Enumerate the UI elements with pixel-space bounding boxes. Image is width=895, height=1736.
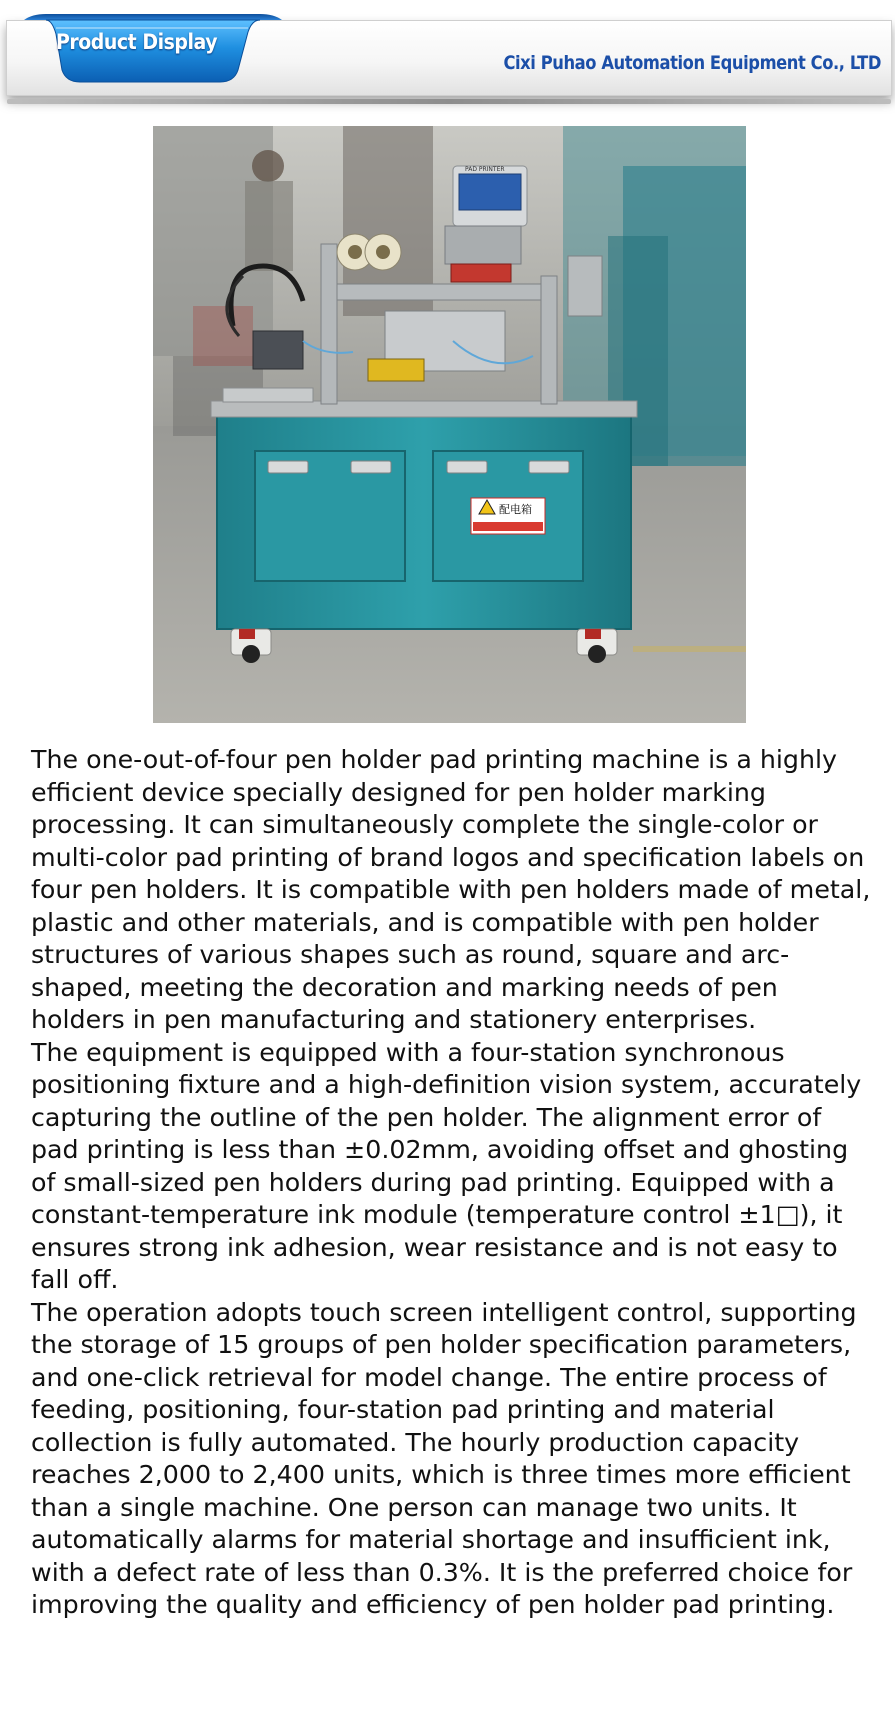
product-description	[31, 744, 876, 1622]
product-photo	[153, 126, 746, 723]
warning-sign-text: 配电箱	[499, 503, 532, 516]
description-paragraph: The equipment is equipped with a four-station synchronous positioning fixture and a high-definition vision system, accurately capturing the outline of the pen holder. The alignment error of pad printing is less than ±0.02mm, avoiding offset and ghosting of small-sized pen holders during pad printing. Equipped with a constant-temperature ink module (temperature control ±1□), it ensures strong ink adhesion, wear resistance and is not easy to fall off.	[31, 1037, 862, 1294]
company-name: Cixi Puhao Automation Equipment Co., LTD	[503, 52, 881, 74]
description-paragraph: The operation adopts touch screen intelligent control, supporting the storage of 15 groups of pen holder specification parameters, and one-click retrieval for model change. The entire process of feeding, positioning, four-station pad printing and material collection is fully automated. The hourly production capacity reaches 2,000 to 2,400 units, which is three times more efficient than a single machine. One person can manage two units. It automatically alarms for material shortage and insufficient ink, with a defect rate of less than 0.3%. It is the preferred choice for improving the quality and efficiency of pen holder pad printing.	[31, 1297, 857, 1619]
description-paragraph: The one-out-of-four pen holder pad printing machine is a highly efficient device specially designed for pen holder marking processing. It can simultaneously complete the single-color or multi-color pad printing of brand logos and specification labels on four pen holders. It is compatible with pen holders made of metal, plastic and other materials, and is compatible with pen holder structures of various shapes such as round, square and arc-shaped, meeting the decoration and marking needs of pen holders in pen manufacturing and stationery enterprises.	[31, 745, 871, 1034]
page-header	[0, 0, 895, 110]
machine-illustration	[153, 126, 746, 723]
screen-label: PAD PRINTER	[465, 166, 505, 173]
section-tab-label: Product Display	[56, 30, 218, 54]
